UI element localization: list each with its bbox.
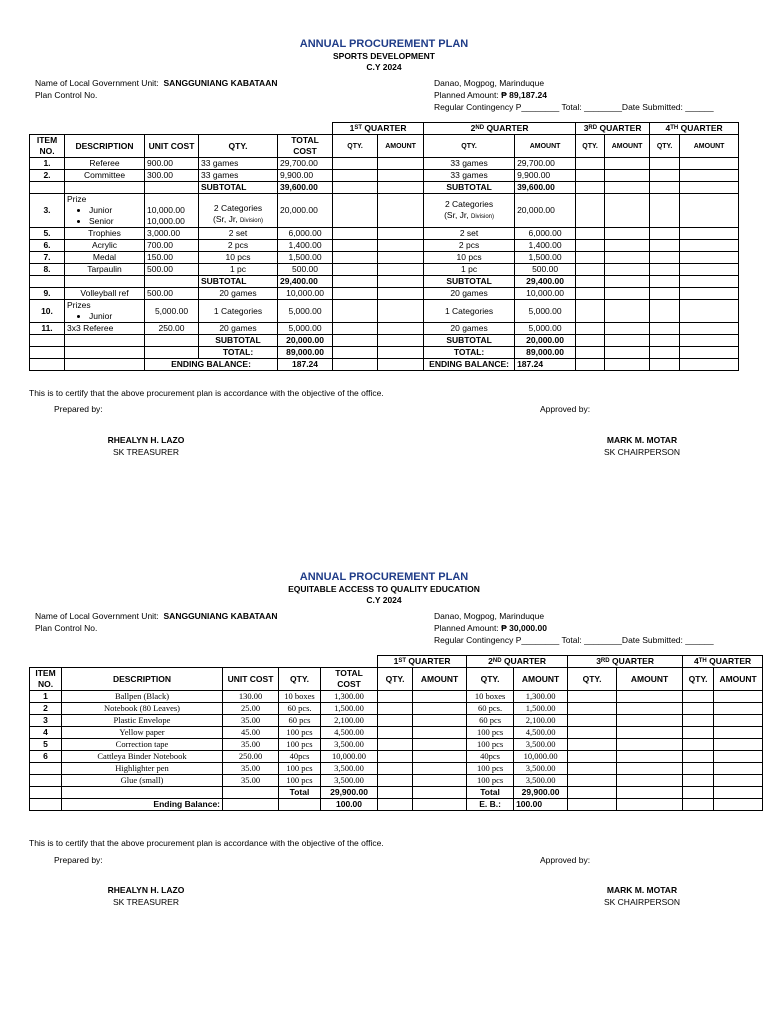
table-row xyxy=(30,775,763,787)
table-row xyxy=(30,170,739,182)
item-description: Highlighter pen xyxy=(62,763,223,775)
bullet-item: • Junior xyxy=(89,205,142,216)
plan-control-no: Plan Control No. xyxy=(35,623,98,633)
item-description: Plastic Envelope xyxy=(62,715,223,727)
q2-qty: 2 pcs xyxy=(424,240,515,252)
q2-amount: 5,000.00 xyxy=(515,323,576,335)
unit-cost: 5,000.00 xyxy=(145,300,199,323)
ending-balance-row xyxy=(30,799,763,811)
subtotal-value: 20,000.00 xyxy=(278,335,333,347)
q2-qty: 33 games xyxy=(424,158,515,170)
ending-balance-value: 100.00 xyxy=(321,799,378,811)
q2-total-value: 89,000.00 xyxy=(515,347,576,359)
subtotal-row xyxy=(30,335,739,347)
signer-title: SK CHAIRPERSON xyxy=(603,447,681,457)
procurement-table xyxy=(29,655,763,811)
certification-text: This is to certify that the above procurement plan is accordance with the objective of the office. xyxy=(29,838,384,848)
table-row xyxy=(30,751,763,763)
plan-info xyxy=(0,608,768,644)
item-no: 5 xyxy=(30,739,62,751)
subtotal-row xyxy=(30,182,739,194)
plan-control-no: Plan Control No. xyxy=(35,90,98,100)
item-description: Cattleya Binder Notebook xyxy=(62,751,223,763)
plan-subtitle: EQUITABLE ACCESS TO QUALITY EDUCATION xyxy=(288,584,480,594)
unit-cost: 500.00 xyxy=(145,264,199,276)
q2-qty: 100 pcs xyxy=(467,739,514,751)
item-no: 1 xyxy=(30,691,62,703)
item-no: 3 xyxy=(30,715,62,727)
q2-amount: 10,000.00 xyxy=(515,288,576,300)
planned-amount-value: ₱ 89,187.24 xyxy=(501,90,547,100)
item-description: 3x3 Referee xyxy=(65,323,145,335)
item-no: 8. xyxy=(30,264,65,276)
q2-subtotal-value: 29,400.00 xyxy=(515,276,576,288)
table-row xyxy=(30,739,763,751)
q4-amount-header: AMOUNT xyxy=(680,135,739,158)
unit-cost-header: UNIT COST xyxy=(223,668,279,691)
q2-qty: 100 pcs xyxy=(467,763,514,775)
item-no: 3. xyxy=(30,194,65,228)
qty: 100 pcs xyxy=(279,739,321,751)
lgu-value: SANGGUNIANG KABATAAN xyxy=(163,78,278,88)
certification-text: This is to certify that the above procurement plan is accordance with the objective of the office. xyxy=(29,388,384,398)
item-description xyxy=(65,194,145,228)
qty-header: QTY. xyxy=(199,135,278,158)
q2-qty: 100 pcs xyxy=(467,775,514,787)
signer-name: RHEALYN H. LAZO xyxy=(107,435,185,445)
q4-amount-header: AMOUNT xyxy=(714,668,763,691)
qty-header: QTY. xyxy=(279,668,321,691)
q2-amount: 1,500.00 xyxy=(515,252,576,264)
column-header-row xyxy=(30,135,739,158)
q2-amount: 2,100.00 xyxy=(514,715,568,727)
item-description: Tarpaulin xyxy=(65,264,145,276)
signer-chairperson xyxy=(562,884,722,908)
description-header: DESCRIPTION xyxy=(65,135,145,158)
bullet-item: • Junior xyxy=(89,311,142,322)
q1-qty-header: QTY. xyxy=(333,135,378,158)
q2-amount-header: AMOUNT xyxy=(514,668,568,691)
contingency-line: Regular Contingency P________ Total: ________Date Submitted: ______ xyxy=(434,102,714,112)
ending-balance-row xyxy=(30,359,739,371)
item-description: Yellow paper xyxy=(62,727,223,739)
subtotal-label: SUBTOTAL xyxy=(199,335,278,347)
item-description: Acrylic xyxy=(65,240,145,252)
q2-header: 2ND QUARTER xyxy=(467,656,568,668)
unit-cost: 45.00 xyxy=(223,727,279,739)
q2-ending-balance-value: 187.24 xyxy=(515,359,576,371)
procurement-plan-sports xyxy=(0,38,768,457)
q2-amount: 1,500.00 xyxy=(514,703,568,715)
item-description: Volleyball ref xyxy=(65,288,145,300)
item-description xyxy=(65,300,145,323)
item-no: 6 xyxy=(30,751,62,763)
q2-qty: 10 boxes xyxy=(467,691,514,703)
table-row xyxy=(30,703,763,715)
q1-header: 1ST QUARTER xyxy=(333,123,424,135)
subtotal-value: 29,400.00 xyxy=(278,276,333,288)
table-row xyxy=(30,252,739,264)
item-no-header: ITEM NO. xyxy=(30,135,65,158)
item-no: 4 xyxy=(30,727,62,739)
total-value: 29,900.00 xyxy=(321,787,378,799)
item-description: Medal xyxy=(65,252,145,264)
q2-amount-header: AMOUNT xyxy=(515,135,576,158)
q2-subtotal-value: 39,600.00 xyxy=(515,182,576,194)
table-row xyxy=(30,194,739,228)
signer-name: MARK M. MOTAR xyxy=(606,885,678,895)
q2-qty: 33 games xyxy=(424,170,515,182)
qty: 20 games xyxy=(199,288,278,300)
total-cost: 9,900.00 xyxy=(278,170,333,182)
total-cost: 1,300.00 xyxy=(321,691,378,703)
qty-line: (Sr, Jr, xyxy=(213,214,238,224)
table-row xyxy=(30,715,763,727)
q4-header: 4TH QUARTER xyxy=(650,123,739,135)
qty: 10 boxes xyxy=(279,691,321,703)
table-row xyxy=(30,264,739,276)
item-no: 5. xyxy=(30,228,65,240)
subtotal-row xyxy=(30,276,739,288)
total-cost: 10,000.00 xyxy=(321,751,378,763)
q2-qty: 20 games xyxy=(424,288,515,300)
qty: 2 set xyxy=(199,228,278,240)
plan-year: C.Y 2024 xyxy=(366,595,402,605)
q2-ending-balance-value: 100.00 xyxy=(514,799,568,811)
q2-subtotal-label: SUBTOTAL xyxy=(424,276,515,288)
total-cost: 2,100.00 xyxy=(321,715,378,727)
q2-total-value: 29,900.00 xyxy=(514,787,568,799)
q1-qty-header: QTY. xyxy=(378,668,413,691)
unit-cost: 700.00 xyxy=(145,240,199,252)
prepared-by-label: Prepared by: xyxy=(54,855,103,865)
bullet-item: • Senior xyxy=(89,216,142,227)
q3-header: 3RD QUARTER xyxy=(568,656,683,668)
location: Danao, Mogpog, Marinduque xyxy=(434,78,545,88)
qty: 33 games xyxy=(199,170,278,182)
unit-cost: 250.00 xyxy=(223,751,279,763)
qty-line-small: Division) xyxy=(239,218,263,224)
q2-ending-balance-label: E. B.: xyxy=(467,799,514,811)
q2-qty: 2 set xyxy=(424,228,515,240)
q2-qty: 100 pcs xyxy=(467,727,514,739)
ending-balance-value: 187.24 xyxy=(278,359,333,371)
item-no: 7. xyxy=(30,252,65,264)
total-label: TOTAL: xyxy=(199,347,278,359)
location: Danao, Mogpog, Marinduque xyxy=(434,611,545,621)
plan-year: C.Y 2024 xyxy=(366,62,402,72)
qty: 60 pcs xyxy=(279,715,321,727)
column-header-row xyxy=(30,668,763,691)
qty: 100 pcs xyxy=(279,763,321,775)
subtotal-label: SUBTOTAL xyxy=(199,182,278,194)
q1-amount-header: AMOUNT xyxy=(378,135,424,158)
q2-qty: 1 pc xyxy=(424,264,515,276)
unit-cost: 35.00 xyxy=(223,715,279,727)
approved-by-label: Approved by: xyxy=(540,855,591,865)
q2-header: 2ND QUARTER xyxy=(424,123,576,135)
q2-qty-header: QTY. xyxy=(424,135,515,158)
table-row xyxy=(30,228,739,240)
item-no: 6. xyxy=(30,240,65,252)
unit-cost: 35.00 xyxy=(223,763,279,775)
q2-qty: 60 pcs xyxy=(467,715,514,727)
item-description-title: Prize xyxy=(67,194,87,204)
q2-qty: 20 games xyxy=(424,323,515,335)
total-cost: 20,000.00 xyxy=(278,194,333,228)
q3-qty-header: QTY. xyxy=(568,668,617,691)
plan-subtitle: SPORTS DEVELOPMENT xyxy=(332,51,435,61)
total-cost: 3,500.00 xyxy=(321,763,378,775)
q2-amount: 3,500.00 xyxy=(514,775,568,787)
approved-by-label: Approved by: xyxy=(540,404,591,414)
unit-cost: 300.00 xyxy=(145,170,199,182)
subtotal-label: SUBTOTAL xyxy=(199,276,278,288)
signer-name: MARK M. MOTAR xyxy=(606,435,678,445)
signer-title: SK TREASURER xyxy=(113,897,179,907)
q2-qty: 1 Categories xyxy=(424,300,515,323)
total-cost: 500.00 xyxy=(278,264,333,276)
total-cost: 1,500.00 xyxy=(278,252,333,264)
total-cost-header: TOTAL COST xyxy=(321,668,378,691)
unit-cost xyxy=(145,194,199,228)
table-row xyxy=(30,763,763,775)
q2-amount: 1,400.00 xyxy=(515,240,576,252)
unit-cost: 500.00 xyxy=(145,288,199,300)
signer-treasurer xyxy=(66,434,226,458)
ending-balance-label: ENDING BALANCE: xyxy=(145,359,278,371)
q2-amount: 20,000.00 xyxy=(515,194,576,228)
q2-qty-header: QTY. xyxy=(467,668,514,691)
qty: 33 games xyxy=(199,158,278,170)
quarter-header-row xyxy=(30,123,739,135)
item-no: 2 xyxy=(30,703,62,715)
item-no xyxy=(30,775,62,787)
qty: 2 pcs xyxy=(199,240,278,252)
plan-info xyxy=(0,75,768,111)
unit-cost: 250.00 xyxy=(145,323,199,335)
qty: 100 pcs xyxy=(279,727,321,739)
q2-amount: 5,000.00 xyxy=(515,300,576,323)
item-description: Ballpen (Black) xyxy=(62,691,223,703)
q4-qty-header: QTY. xyxy=(683,668,714,691)
total-cost: 5,000.00 xyxy=(278,323,333,335)
item-description: Notebook (80 Leaves) xyxy=(62,703,223,715)
q2-amount: 1,300.00 xyxy=(514,691,568,703)
signer-title: SK CHAIRPERSON xyxy=(603,897,681,907)
total-cost: 1,400.00 xyxy=(278,240,333,252)
item-no: 9. xyxy=(30,288,65,300)
signer-chairperson xyxy=(562,434,722,458)
q4-header: 4TH QUARTER xyxy=(683,656,763,668)
qty: 60 pcs. xyxy=(279,703,321,715)
q2-qty: 10 pcs xyxy=(424,252,515,264)
qty xyxy=(199,194,278,228)
q2-amount: 9,900.00 xyxy=(515,170,576,182)
q2-amount: 29,700.00 xyxy=(515,158,576,170)
q1-header: 1ST QUARTER xyxy=(378,656,467,668)
qty: 20 games xyxy=(199,323,278,335)
qty: 1 pc xyxy=(199,264,278,276)
unit-cost: 35.00 xyxy=(223,739,279,751)
q2-qty: 60 pcs. xyxy=(467,703,514,715)
table-row xyxy=(30,288,739,300)
item-description: Glue (small) xyxy=(62,775,223,787)
q4-qty-header: QTY. xyxy=(650,135,680,158)
table-row xyxy=(30,158,739,170)
item-description-title: Prizes xyxy=(67,300,91,310)
q2-ending-balance-label: ENDING BALANCE: xyxy=(424,359,515,371)
total-row xyxy=(30,347,739,359)
total-cost: 4,500.00 xyxy=(321,727,378,739)
table-row xyxy=(30,727,763,739)
item-no xyxy=(30,763,62,775)
total-value: 89,000.00 xyxy=(278,347,333,359)
unit-cost: 150.00 xyxy=(145,252,199,264)
unit-cost: 25.00 xyxy=(223,703,279,715)
total-cost: 3,500.00 xyxy=(321,775,378,787)
table-row xyxy=(30,691,763,703)
q2-total-label: TOTAL: xyxy=(424,347,515,359)
table-row xyxy=(30,323,739,335)
q2-qty xyxy=(424,194,515,228)
unit-cost-line: 10,000.00 xyxy=(147,205,185,215)
q3-amount-header: AMOUNT xyxy=(605,135,650,158)
q2-qty-line-small: Division) xyxy=(471,213,495,220)
item-description: Trophies xyxy=(65,228,145,240)
planned-amount-label: Planned Amount: xyxy=(434,623,499,633)
item-no-header: ITEM NO. xyxy=(30,668,62,691)
item-no: 2. xyxy=(30,170,65,182)
signer-title: SK TREASURER xyxy=(113,447,179,457)
prepared-by-label: Prepared by: xyxy=(54,404,103,414)
procurement-plan-education xyxy=(0,571,768,907)
item-no: 10. xyxy=(30,300,65,323)
unit-cost-line: 10,000.00 xyxy=(147,216,185,226)
q2-amount: 500.00 xyxy=(515,264,576,276)
signer-treasurer xyxy=(66,884,226,908)
q2-amount: 10,000.00 xyxy=(514,751,568,763)
quarter-header-row xyxy=(30,656,763,668)
unit-cost: 3,000.00 xyxy=(145,228,199,240)
q2-amount: 6,000.00 xyxy=(515,228,576,240)
table-row xyxy=(30,240,739,252)
q2-subtotal-label: SUBTOTAL xyxy=(424,335,515,347)
q3-header: 3RD QUARTER xyxy=(576,123,650,135)
lgu-label: Name of Local Government Unit: xyxy=(35,611,159,621)
plan-title: ANNUAL PROCUREMENT PLAN xyxy=(299,571,469,583)
ending-balance-label: Ending Balance: xyxy=(62,799,223,811)
q2-qty-line: (Sr, Jr, xyxy=(444,209,469,220)
q3-amount-header: AMOUNT xyxy=(617,668,683,691)
item-description: Correction tape xyxy=(62,739,223,751)
procurement-table xyxy=(29,122,739,371)
contingency-line: Regular Contingency P________ Total: ________Date Submitted: ______ xyxy=(434,635,714,645)
q2-qty-line: 2 Categories xyxy=(444,198,494,209)
signer-name: RHEALYN H. LAZO xyxy=(107,885,185,895)
q2-subtotal-label: SUBTOTAL xyxy=(424,182,515,194)
qty: 40pcs xyxy=(279,751,321,763)
qty: 100 pcs xyxy=(279,775,321,787)
q2-amount: 3,500.00 xyxy=(514,763,568,775)
q2-total-label: Total xyxy=(467,787,514,799)
q1-amount-header: AMOUNT xyxy=(413,668,467,691)
lgu-value: SANGGUNIANG KABATAAN xyxy=(163,611,278,621)
q2-amount: 3,500.00 xyxy=(514,739,568,751)
total-cost-header: TOTAL COST xyxy=(278,135,333,158)
table-row xyxy=(30,300,739,323)
total-cost: 10,000.00 xyxy=(278,288,333,300)
unit-cost: 900.00 xyxy=(145,158,199,170)
plan-title: ANNUAL PROCUREMENT PLAN xyxy=(299,38,469,50)
q3-qty-header: QTY. xyxy=(576,135,605,158)
qty: 1 Categories xyxy=(199,300,278,323)
item-description: Committee xyxy=(65,170,145,182)
q2-amount: 4,500.00 xyxy=(514,727,568,739)
lgu-label: Name of Local Government Unit: xyxy=(35,78,159,88)
total-label: Total xyxy=(279,787,321,799)
total-cost: 3,500.00 xyxy=(321,739,378,751)
qty: 10 pcs xyxy=(199,252,278,264)
total-cost: 1,500.00 xyxy=(321,703,378,715)
total-row xyxy=(30,787,763,799)
unit-cost: 130.00 xyxy=(223,691,279,703)
unit-cost: 35.00 xyxy=(223,775,279,787)
total-cost: 29,700.00 xyxy=(278,158,333,170)
planned-amount-label: Planned Amount: xyxy=(434,90,499,100)
q2-subtotal-value: 20,000.00 xyxy=(515,335,576,347)
subtotal-value: 39,600.00 xyxy=(278,182,333,194)
item-description: Referee xyxy=(65,158,145,170)
qty-line: 2 Categories xyxy=(213,203,263,213)
total-cost: 6,000.00 xyxy=(278,228,333,240)
total-cost: 5,000.00 xyxy=(278,300,333,323)
item-no: 11. xyxy=(30,323,65,335)
description-header: DESCRIPTION xyxy=(62,668,223,691)
q2-qty: 40pcs xyxy=(467,751,514,763)
item-no: 1. xyxy=(30,158,65,170)
unit-cost-header: UNIT COST xyxy=(145,135,199,158)
planned-amount-value: ₱ 30,000.00 xyxy=(501,623,547,633)
